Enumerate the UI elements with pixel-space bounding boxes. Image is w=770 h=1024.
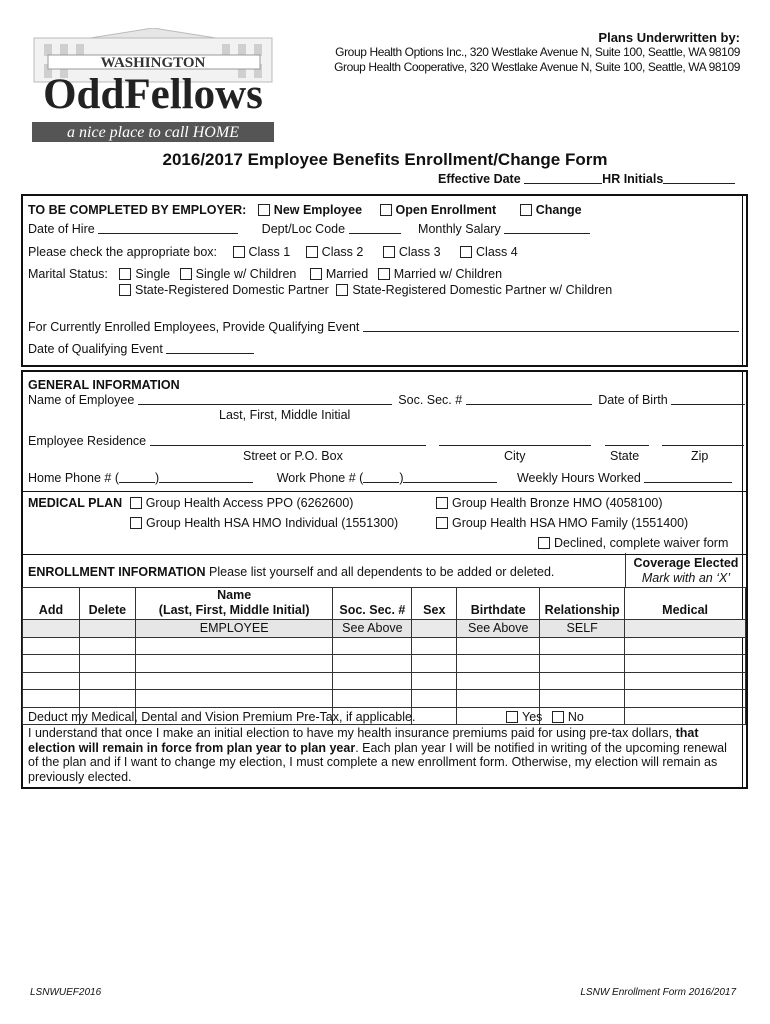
enrollment-heading-row xyxy=(28,565,554,579)
cell[interactable] xyxy=(333,655,412,673)
cell-employee-ssn: See Above xyxy=(333,620,412,638)
home-paren: ) xyxy=(155,471,160,485)
cell-delete[interactable] xyxy=(79,620,135,638)
class1-checkbox[interactable] xyxy=(233,246,245,258)
single-children-label: Single w/ Children xyxy=(195,267,297,281)
table-row xyxy=(23,672,746,690)
single-children-checkbox[interactable] xyxy=(180,268,192,280)
cell-employee-name: EMPLOYEE xyxy=(135,620,333,638)
dept-loc-field[interactable] xyxy=(349,222,401,234)
cell[interactable] xyxy=(625,707,746,725)
open-enrollment-label: Open Enrollment xyxy=(395,203,497,217)
pretax-row xyxy=(28,710,415,724)
divider-medical xyxy=(23,491,746,492)
cell[interactable] xyxy=(412,672,457,690)
change-checkbox[interactable] xyxy=(520,204,532,216)
medical-label: MEDICAL PLAN xyxy=(28,496,123,510)
cell[interactable] xyxy=(23,655,80,673)
city-field[interactable] xyxy=(439,434,591,446)
col-name-sub: (Last, First, Middle Initial) xyxy=(158,603,310,617)
logo-oddfellows: OddFellows xyxy=(43,71,263,118)
table-row xyxy=(23,690,746,708)
dept-loc-label: Dept/Loc Code xyxy=(261,222,346,236)
cell[interactable] xyxy=(625,690,746,708)
waiver-checkbox[interactable] xyxy=(538,537,550,549)
domestic-partner-label: State-Registered Domestic Partner xyxy=(135,283,329,297)
name-field[interactable] xyxy=(138,393,392,405)
pretax-options xyxy=(506,710,584,724)
class1-label: Class 1 xyxy=(248,245,291,259)
domestic-partner-children-label: State-Registered Domestic Partner w/ Children xyxy=(352,283,613,297)
hsa-family-option xyxy=(436,516,688,530)
options-address: Group Health Options Inc., 320 Westlake Avenue N, Suite 100, Seattle, WA 98109 xyxy=(335,45,740,59)
zip-hint: Zip xyxy=(691,449,709,463)
hsa-individual-option xyxy=(130,516,398,530)
waiver-label: Declined, complete waiver form xyxy=(554,536,729,550)
state-field[interactable] xyxy=(605,434,649,446)
section-border xyxy=(742,196,743,365)
col-relationship: Relationship xyxy=(540,588,625,620)
pretax-question: Deduct my Medical, Dental and Vision Premium Pre-Tax, if applicable. xyxy=(28,710,416,724)
cell[interactable] xyxy=(135,690,333,708)
hr-initials-field[interactable] xyxy=(663,172,735,184)
single-checkbox[interactable] xyxy=(119,268,131,280)
hsa-family-checkbox[interactable] xyxy=(436,517,448,529)
logo-washington: WASHINGTON xyxy=(100,55,206,71)
qualifying-date-label: Date of Qualifying Event xyxy=(28,342,163,356)
col-name-title: Name xyxy=(217,588,252,602)
cell[interactable] xyxy=(412,655,457,673)
pretax-no-label: No xyxy=(567,710,584,724)
cell[interactable] xyxy=(457,655,540,673)
class2-label: Class 2 xyxy=(321,245,364,259)
hr-initials-label: HR Initials xyxy=(602,172,664,186)
cell[interactable] xyxy=(457,637,540,655)
footer-left: LSNWUEF2016 xyxy=(30,987,102,998)
marital-row xyxy=(28,267,502,281)
form-title: 2016/2017 Employee Benefits Enrollment/Change Form xyxy=(162,150,608,169)
bronze-label: Group Health Bronze HMO (4058100) xyxy=(452,496,663,510)
employer-heading-row xyxy=(28,203,582,217)
col-name xyxy=(135,588,333,620)
pretax-paragraph xyxy=(28,726,734,784)
col-add: Add xyxy=(23,588,80,620)
monthly-salary-field[interactable] xyxy=(504,222,590,234)
hire-row xyxy=(28,222,590,236)
pretax-yes-checkbox[interactable] xyxy=(506,711,518,723)
cell[interactable] xyxy=(540,655,625,673)
plans-title: Plans Underwritten by: xyxy=(598,30,740,45)
cell[interactable] xyxy=(333,672,412,690)
table-row xyxy=(23,637,746,655)
street-hint: Street or P.O. Box xyxy=(243,449,343,463)
married-label: Married xyxy=(325,267,369,281)
married-checkbox[interactable] xyxy=(310,268,322,280)
pretax-para-bold: that election will remain in force from plan year to plan year xyxy=(28,726,699,755)
employer-heading: TO BE COMPLETED BY EMPLOYER: xyxy=(28,203,247,217)
class-row xyxy=(28,245,518,259)
domestic-partner-checkbox[interactable] xyxy=(119,284,131,296)
qualifying-event-field[interactable] xyxy=(363,320,739,332)
waiver-option xyxy=(538,536,728,550)
coop-address: Group Health Cooperative, 320 Westlake Avenue N, Suite 100, Seattle, WA 98109 xyxy=(334,60,740,74)
cell[interactable] xyxy=(23,672,80,690)
coverage-subtitle: Mark with an ‘X’ xyxy=(641,571,731,585)
underwriter-block xyxy=(334,30,740,75)
home-phone-field[interactable] xyxy=(159,471,253,483)
date-of-hire-field[interactable] xyxy=(98,222,238,234)
col-sex: Sex xyxy=(412,588,457,620)
qualifying-date-row xyxy=(28,342,254,356)
ppo-label: Group Health Access PPO (6262600) xyxy=(145,496,354,510)
dob-label: Date of Birth xyxy=(598,393,668,407)
cell-employee-relationship: SELF xyxy=(540,620,625,638)
date-of-hire-label: Date of Hire xyxy=(28,222,95,236)
cell[interactable] xyxy=(79,672,135,690)
name-label: Name of Employee xyxy=(28,393,135,407)
footer-right: LSNW Enrollment Form 2016/2017 xyxy=(580,987,736,998)
cell[interactable] xyxy=(625,637,746,655)
oddfellows-logo xyxy=(30,28,276,144)
ssn-label: Soc. Sec. # xyxy=(398,393,463,407)
new-employee-checkbox[interactable] xyxy=(258,204,270,216)
phone-row xyxy=(28,471,732,485)
residence-row xyxy=(28,434,744,448)
cell[interactable] xyxy=(79,690,135,708)
cell[interactable] xyxy=(79,637,135,655)
coverage-title: Coverage Elected xyxy=(633,556,739,570)
col-ssn: Soc. Sec. # xyxy=(333,588,412,620)
cell[interactable] xyxy=(457,672,540,690)
single-label: Single xyxy=(135,267,171,281)
cell[interactable] xyxy=(412,690,457,708)
city-hint: City xyxy=(504,449,526,463)
cell[interactable] xyxy=(135,655,333,673)
work-paren: ) xyxy=(399,471,404,485)
class4-label: Class 4 xyxy=(476,245,518,259)
table-row xyxy=(23,655,746,673)
cell[interactable] xyxy=(540,690,625,708)
class4-checkbox[interactable] xyxy=(460,246,472,258)
cell[interactable] xyxy=(23,690,80,708)
domestic-partner-children-checkbox[interactable] xyxy=(336,284,348,296)
cell[interactable] xyxy=(457,690,540,708)
effective-date-field[interactable] xyxy=(524,172,602,184)
table-row-employee xyxy=(23,620,746,638)
dob-field[interactable] xyxy=(671,393,745,405)
ppo-checkbox[interactable] xyxy=(130,497,142,509)
ssn-field[interactable] xyxy=(466,393,592,405)
name-row xyxy=(28,393,745,407)
monthly-salary-label: Monthly Salary xyxy=(418,222,501,236)
marital-row-2 xyxy=(119,283,612,297)
col-delete: Delete xyxy=(79,588,135,620)
state-hint: State xyxy=(610,449,640,463)
residence-label: Employee Residence xyxy=(28,434,147,448)
class-prompt: Please check the appropriate box: xyxy=(28,245,218,259)
general-heading: GENERAL INFORMATION xyxy=(28,378,180,392)
enrollment-instruction: Please list yourself and all dependents to be added or deleted. xyxy=(209,565,555,579)
pretax-para-b: . Each plan year I will be notified in writing of the upcoming renewal of the plan and if I want to change my election, I must complete a new enrollment form. Otherwise, my election will remain as previously elected. xyxy=(28,740,727,784)
cell[interactable] xyxy=(79,655,135,673)
medical-row-1 xyxy=(28,496,353,510)
cell[interactable] xyxy=(412,707,457,725)
class2-checkbox[interactable] xyxy=(306,246,318,258)
hsa-individual-checkbox[interactable] xyxy=(130,517,142,529)
effective-date-label: Effective Date xyxy=(438,172,521,186)
cell[interactable] xyxy=(540,637,625,655)
pretax-yes-label: Yes xyxy=(522,710,543,724)
coverage-elected-header xyxy=(625,553,746,587)
qualifying-event-row xyxy=(28,320,739,334)
enrollment-table xyxy=(22,587,746,725)
open-enrollment-checkbox[interactable] xyxy=(380,204,392,216)
pretax-para-a: I understand that once I make an initial election to have my health insurance premiums paid for using pre-tax dollars, xyxy=(28,726,673,740)
class3-checkbox[interactable] xyxy=(383,246,395,258)
street-field[interactable] xyxy=(150,434,426,446)
bronze-checkbox[interactable] xyxy=(436,497,448,509)
class3-label: Class 3 xyxy=(398,245,441,259)
col-birthdate: Birthdate xyxy=(457,588,540,620)
enrollment-heading: ENROLLMENT INFORMATION xyxy=(28,565,206,579)
name-hint: Last, First, Middle Initial xyxy=(219,408,351,422)
cell[interactable] xyxy=(412,637,457,655)
cell[interactable] xyxy=(625,672,746,690)
cell-medical[interactable] xyxy=(625,620,746,638)
work-area-field[interactable] xyxy=(363,471,399,483)
qualifying-event-label: For Currently Enrolled Employees, Provide Qualifying Event xyxy=(28,320,360,334)
cell[interactable] xyxy=(333,690,412,708)
cell[interactable] xyxy=(333,637,412,655)
cell[interactable] xyxy=(540,672,625,690)
hsa-individual-label: Group Health HSA HMO Individual (1551300) xyxy=(146,516,399,530)
weekly-hours-field[interactable] xyxy=(644,471,732,483)
work-phone-field[interactable] xyxy=(403,471,497,483)
cell-sex[interactable] xyxy=(412,620,457,638)
home-area-field[interactable] xyxy=(119,471,155,483)
new-employee-label: New Employee xyxy=(273,203,363,217)
pretax-no-checkbox[interactable] xyxy=(552,711,564,723)
married-children-checkbox[interactable] xyxy=(378,268,390,280)
marital-label: Marital Status: xyxy=(28,267,108,281)
hsa-family-label: Group Health HSA HMO Family (1551400) xyxy=(452,516,689,530)
zip-field[interactable] xyxy=(662,434,744,446)
home-phone-label: Home Phone # ( xyxy=(28,471,120,485)
change-label: Change xyxy=(535,203,582,217)
cell-add[interactable] xyxy=(23,620,80,638)
work-phone-label: Work Phone # ( xyxy=(276,471,364,485)
cell-employee-birthdate: See Above xyxy=(457,620,540,638)
cell[interactable] xyxy=(23,637,80,655)
married-children-label: Married w/ Children xyxy=(393,267,503,281)
col-medical: Medical xyxy=(625,588,746,620)
qualifying-date-field[interactable] xyxy=(166,342,254,354)
logo-tagline: a nice place to call HOME xyxy=(67,124,239,141)
bronze-option xyxy=(436,496,663,510)
effective-date-row xyxy=(438,172,735,186)
table-header-row xyxy=(23,588,746,620)
cell[interactable] xyxy=(135,637,333,655)
cell[interactable] xyxy=(135,672,333,690)
weekly-hours-label: Weekly Hours Worked xyxy=(516,471,641,485)
cell[interactable] xyxy=(625,655,746,673)
